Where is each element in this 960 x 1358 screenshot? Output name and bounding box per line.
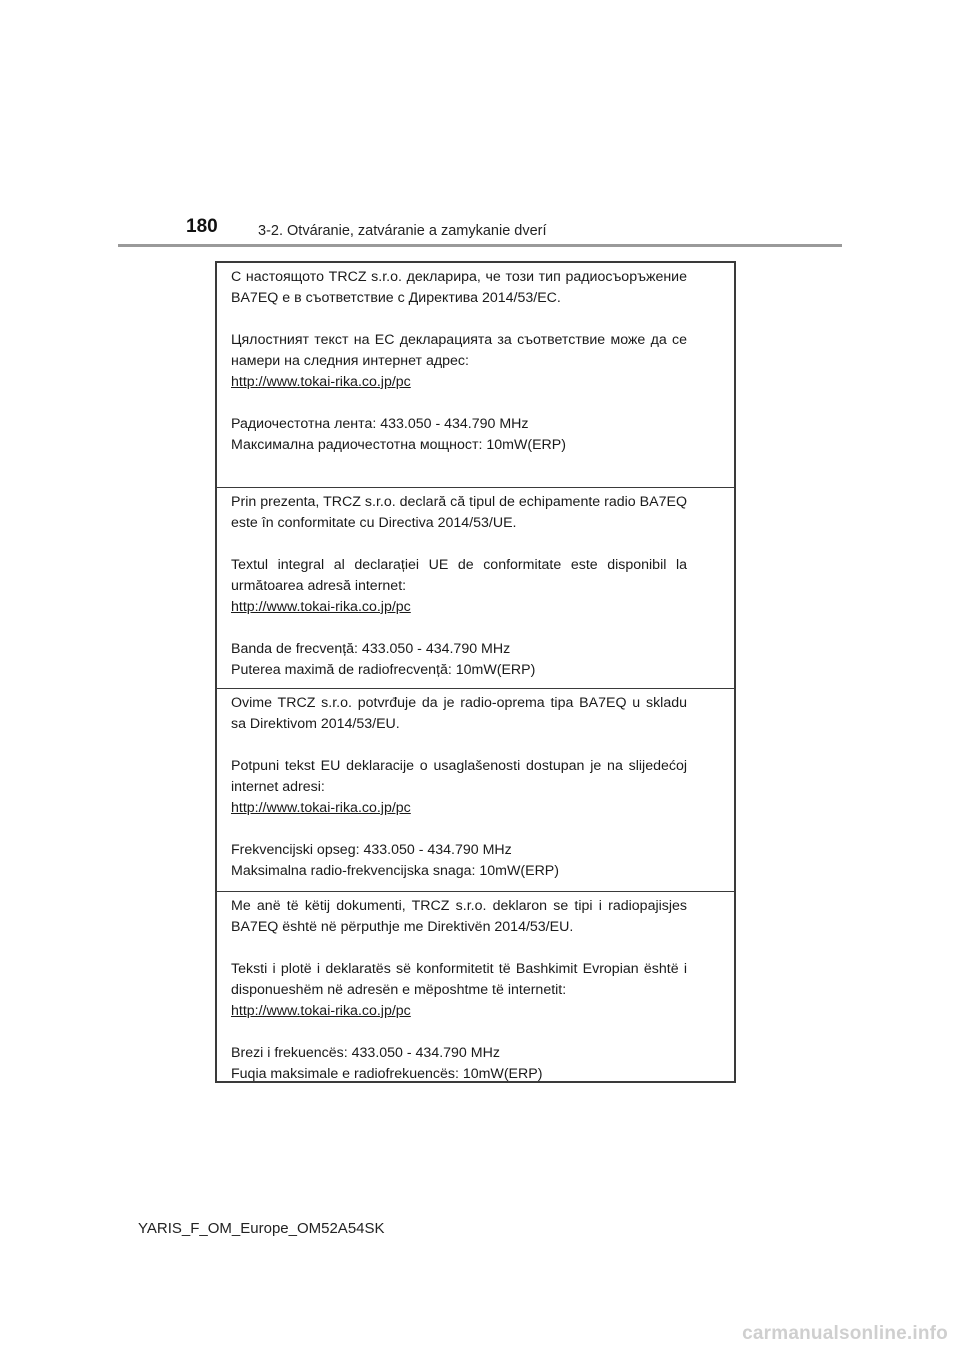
site-watermark: carmanualsonline.info [742, 1323, 948, 1344]
declaration-notice-box [215, 261, 736, 1083]
declaration-text: Ovime TRCZ s.r.o. potvrđuje da je radio-oprema tipa BA7EQ u skladu sa Direktivom 2014/53/EU. [231, 695, 687, 732]
frequency-band: Brezi i frekuencës: 433.050 - 434.790 MHz [231, 1045, 500, 1061]
max-power: Maksimalna radio-frekvencijska snaga: 10mW(ERP) [231, 863, 559, 879]
declaration-url-link[interactable]: http://www.tokai-rika.co.jp/pc [231, 800, 411, 816]
frequency-band: Banda de frecvență: 433.050 - 434.790 MHz [231, 641, 511, 657]
declaration-text: Prin prezenta, TRCZ s.r.o. declară că tipul de echipamente radio BA7EQ este în conformitate cu Directiva 2014/53/UE. [231, 494, 687, 531]
declaration-section-bulgarian [217, 263, 734, 488]
section-title: 3-2. Otváranie, zatváranie a zamykanie dverí [258, 223, 547, 239]
max-power: Puterea maximă de radiofrecvență: 10mW(ERP) [231, 662, 536, 678]
document-code: YARIS_F_OM_Europe_OM52A54SK [138, 1220, 385, 1237]
declaration-section-albanian [217, 892, 734, 1081]
max-power: Максимална радиочестотна мощност: 10mW(ERP) [231, 437, 566, 453]
frequency-band: Frekvencijski opseg: 433.050 - 434.790 MHz [231, 842, 512, 858]
frequency-band: Радиочестотна лента: 433.050 - 434.790 MHz [231, 416, 529, 432]
full-text-info: Textul integral al declarației UE de conformitate este disponibil la următoarea adresă internet: [231, 557, 687, 594]
full-text-info: Potpuni tekst EU deklaracije o usaglašenosti dostupan je na slijedećoj internet adresi: [231, 758, 687, 795]
declaration-text: С настоящото TRCZ s.r.o. декларира, че този тип радиосъоръжение BA7EQ е в съответствие с Директива 2014/53/ЕС. [231, 269, 687, 306]
header-rule [118, 244, 842, 247]
declaration-section-romanian [217, 488, 734, 689]
full-text-info: Teksti i plotë i deklaratës së konformitetit të Bashkimit Evropian është i disponueshëm në adresën e mëposhtme të internetit: [231, 961, 687, 998]
declaration-url-link[interactable]: http://www.tokai-rika.co.jp/pc [231, 374, 411, 390]
declaration-text: Me anë të këtij dokumenti, TRCZ s.r.o. deklaron se tipi i radiopajisjes BA7EQ është në përputhje me Direktivën 2014/53/EU. [231, 898, 687, 935]
max-power: Fuqia maksimale e radiofrekuencës: 10mW(ERP) [231, 1066, 543, 1082]
declaration-section-croatian [217, 689, 734, 892]
declaration-url-link[interactable]: http://www.tokai-rika.co.jp/pc [231, 1003, 411, 1019]
full-text-info: Цялостният текст на ЕС декларацията за съответствие може да се намери на следния интернет адрес: [231, 332, 687, 369]
declaration-url-link[interactable]: http://www.tokai-rika.co.jp/pc [231, 599, 411, 615]
page-number: 180 [186, 216, 218, 237]
